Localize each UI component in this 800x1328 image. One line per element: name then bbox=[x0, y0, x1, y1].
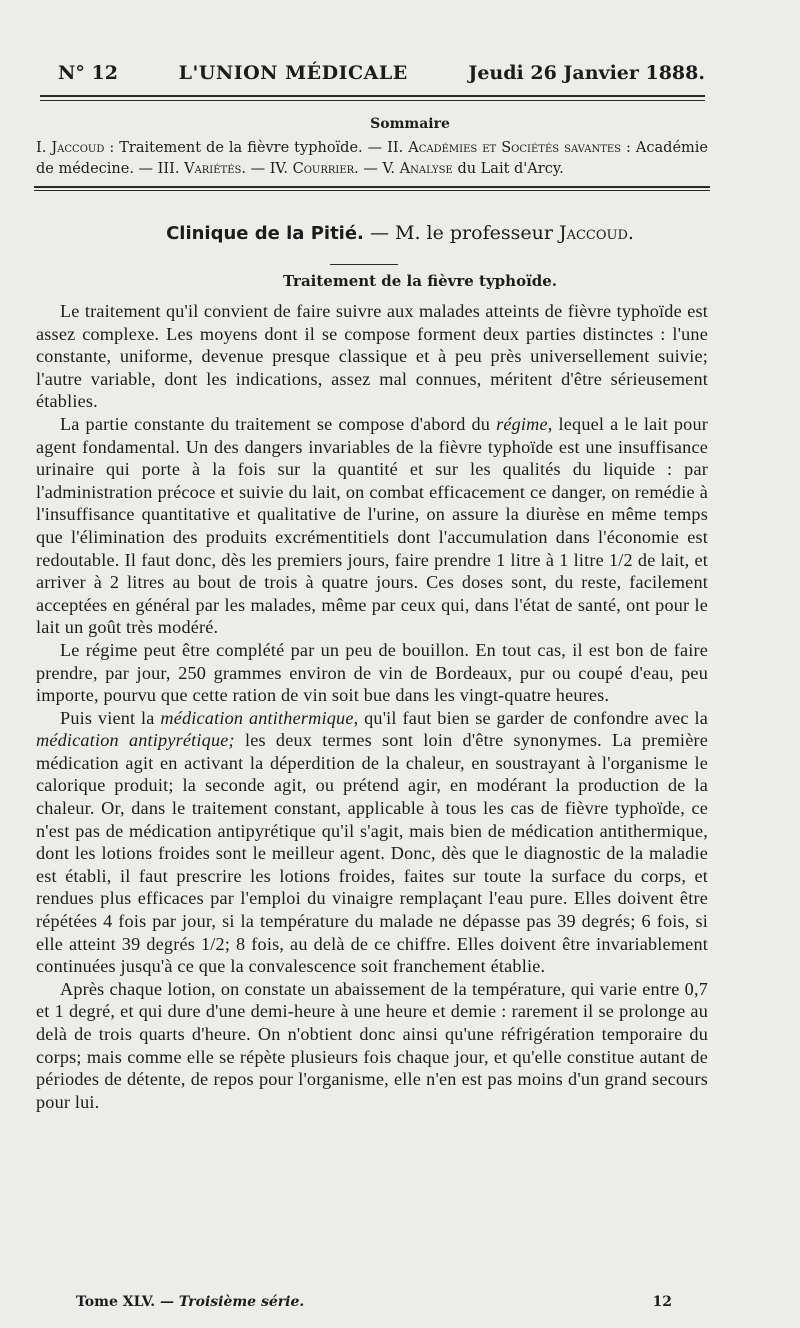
paragraph-text: médication antipyrétique; bbox=[36, 730, 235, 751]
paragraph-text: , qu'il faut bien se garder de confondre avec la bbox=[353, 707, 708, 728]
heading-rule bbox=[330, 264, 398, 265]
paragraph-text: médication antithermique bbox=[160, 707, 354, 728]
paragraph-text: Après chaque lotion, on constate un abaissement de la température, qui varie entre 0,7 et 1 degré, et qui dure d'une demi-heure à une heure et demie : rarement il se prolonge au delà de trois quarts d'heure. On n'obtient donc ainsi qu'une réfrigération temporaire du corps; mais comme elle se répète plusieurs fois chaque jour, et qu'elle constitue autant de périodes de détente, de repos pour l'organisme, elle n'en est pas moins d'un grand secours pour lui. bbox=[36, 978, 708, 1112]
professor-name: Jaccoud. bbox=[558, 222, 634, 244]
summary-item-rest: . — bbox=[354, 161, 383, 177]
summary-item-number: III. bbox=[157, 161, 185, 177]
summary-item-name: Variétés bbox=[184, 161, 242, 177]
summary-item-rest: du Lait d'Arcy. bbox=[452, 161, 564, 177]
page-footer bbox=[76, 1294, 672, 1310]
summary-item-number: I. bbox=[36, 140, 52, 156]
paragraph-text: Le régime peut être complété par un peu de bouillon. En tout cas, il est bon de faire prendre, par jour, 250 grammes environ de vin de Bordeaux, pur ou coupé d'eau, peu importe, pourvu que cette ration de vin soit bue dans les vingt-quatre heures. bbox=[36, 639, 708, 706]
page-header bbox=[58, 62, 705, 84]
footer-tome: Tome XLV. bbox=[76, 1294, 156, 1310]
issue-number: N° 12 bbox=[58, 62, 118, 84]
summary-item-name: Courrier bbox=[292, 161, 355, 177]
summary-item-name: Académies et Sociétés savantes bbox=[408, 140, 622, 156]
paragraph-text: , lequel a le lait pour agent fondamental. Un des dangers invariables de la fièvre typhoïde est une insuffisance urinaire qui porte à la fois sur la quantité et sur les qualités du liquide : par l'administration précoce et suivie du lait, on combat efficacement ce danger, on remédie à l'insuffisance quantitative et qualitative de l'urine, on assure la diurèse en même temps que l'élimination des produits excrémentitiels dont l'accumulation dans l'économie est redoutable. Il faut donc, dès les premiers jours, faire prendre 1 litre à 1 litre 1/2 de lait, et arriver à 2 litres au bout de trois à quatre jours. Ces doses sont, du reste, facilement acceptées en général par les malades, même par ceux qui, dans l'état de santé, ont pour le lait un goût très modéré. bbox=[36, 413, 708, 638]
journal-title: L'UNION MÉDICALE bbox=[178, 62, 408, 84]
summary-item-name: Analyse bbox=[399, 161, 453, 177]
summary-item-rest: : Traitement de la fièvre typhoïde. — bbox=[104, 140, 388, 156]
paragraph-text: Puis vient la bbox=[60, 707, 161, 728]
paragraph-text: régime bbox=[496, 413, 548, 434]
article-paragraph bbox=[36, 413, 708, 639]
clinic-heading bbox=[0, 222, 800, 244]
summary-title: Sommaire bbox=[370, 116, 450, 132]
article-subheading: Traitement de la fièvre typhoïde. bbox=[282, 272, 558, 290]
summary-item-name: Jaccoud bbox=[51, 140, 105, 156]
summary-item-rest: : Académie de médecine. — bbox=[36, 140, 708, 177]
article-body bbox=[36, 300, 708, 1113]
clinic-dash: — M. le professeur bbox=[363, 222, 559, 244]
article-paragraph bbox=[36, 300, 708, 413]
clinic-place: Clinique de la Pitié. bbox=[166, 223, 364, 244]
footer-series: — Troisième série. bbox=[159, 1294, 305, 1310]
paragraph-text: les deux termes sont loin d'être synonymes. La première médication agit en activant la déperdition de la chaleur, en soustrayant à l'organisme le calorique produit; la seconde agit, ou prétend agir, en modérant la production de la chaleur. Or, dans le traitement constant, applicable à tous les cas de fièvre typhoïde, ce n'est pas de médication antipyrétique qu'il s'agit, mais bien de médication antithermique, dont les lotions froides sont le meilleur agent. Donc, dès que le diagnostic de la maladie est établi, il faut prescrire les lotions froides, faites sur toute la surface du corps, et rendues plus efficaces par l'emploi du vinaigre remplaçant l'eau pure. Elles doivent être répétées 4 fois par jour, si la température du malade ne dépasse pas 39 degrés; 6 fois, si elle atteint 39 degrés 1/2; 8 fois, au delà de ce chiffre. Elles doivent être invariablement continuées jusqu'à ce que la convalescence soit franchement établie. bbox=[36, 730, 708, 977]
summary-item-rest: . — bbox=[241, 161, 270, 177]
article-paragraph bbox=[36, 707, 708, 978]
summary-rule bbox=[34, 186, 710, 191]
page-number: 12 bbox=[652, 1294, 672, 1310]
summary-text bbox=[36, 138, 708, 180]
paragraph-text: Le traitement qu'il convient de faire suivre aux malades atteints de fièvre typhoïde est assez complexe. Les moyens dont il se compose forment deux parties distinctes : l'une constante, uniforme, devenue presque classique et à peu près universellement suivie; l'autre variable, dont les indications, assez mal connues, méritent d'être sérieusement établies. bbox=[36, 301, 708, 412]
summary-item-number: II. bbox=[387, 140, 409, 156]
article-paragraph bbox=[36, 639, 708, 707]
issue-date: Jeudi 26 Janvier 1888. bbox=[468, 62, 705, 84]
summary-item-number: V. bbox=[382, 161, 400, 177]
header-rule bbox=[40, 95, 705, 101]
article-paragraph bbox=[36, 978, 708, 1114]
summary-item-number: IV. bbox=[269, 161, 293, 177]
paragraph-text: La partie constante du traitement se compose d'abord du bbox=[60, 413, 497, 434]
